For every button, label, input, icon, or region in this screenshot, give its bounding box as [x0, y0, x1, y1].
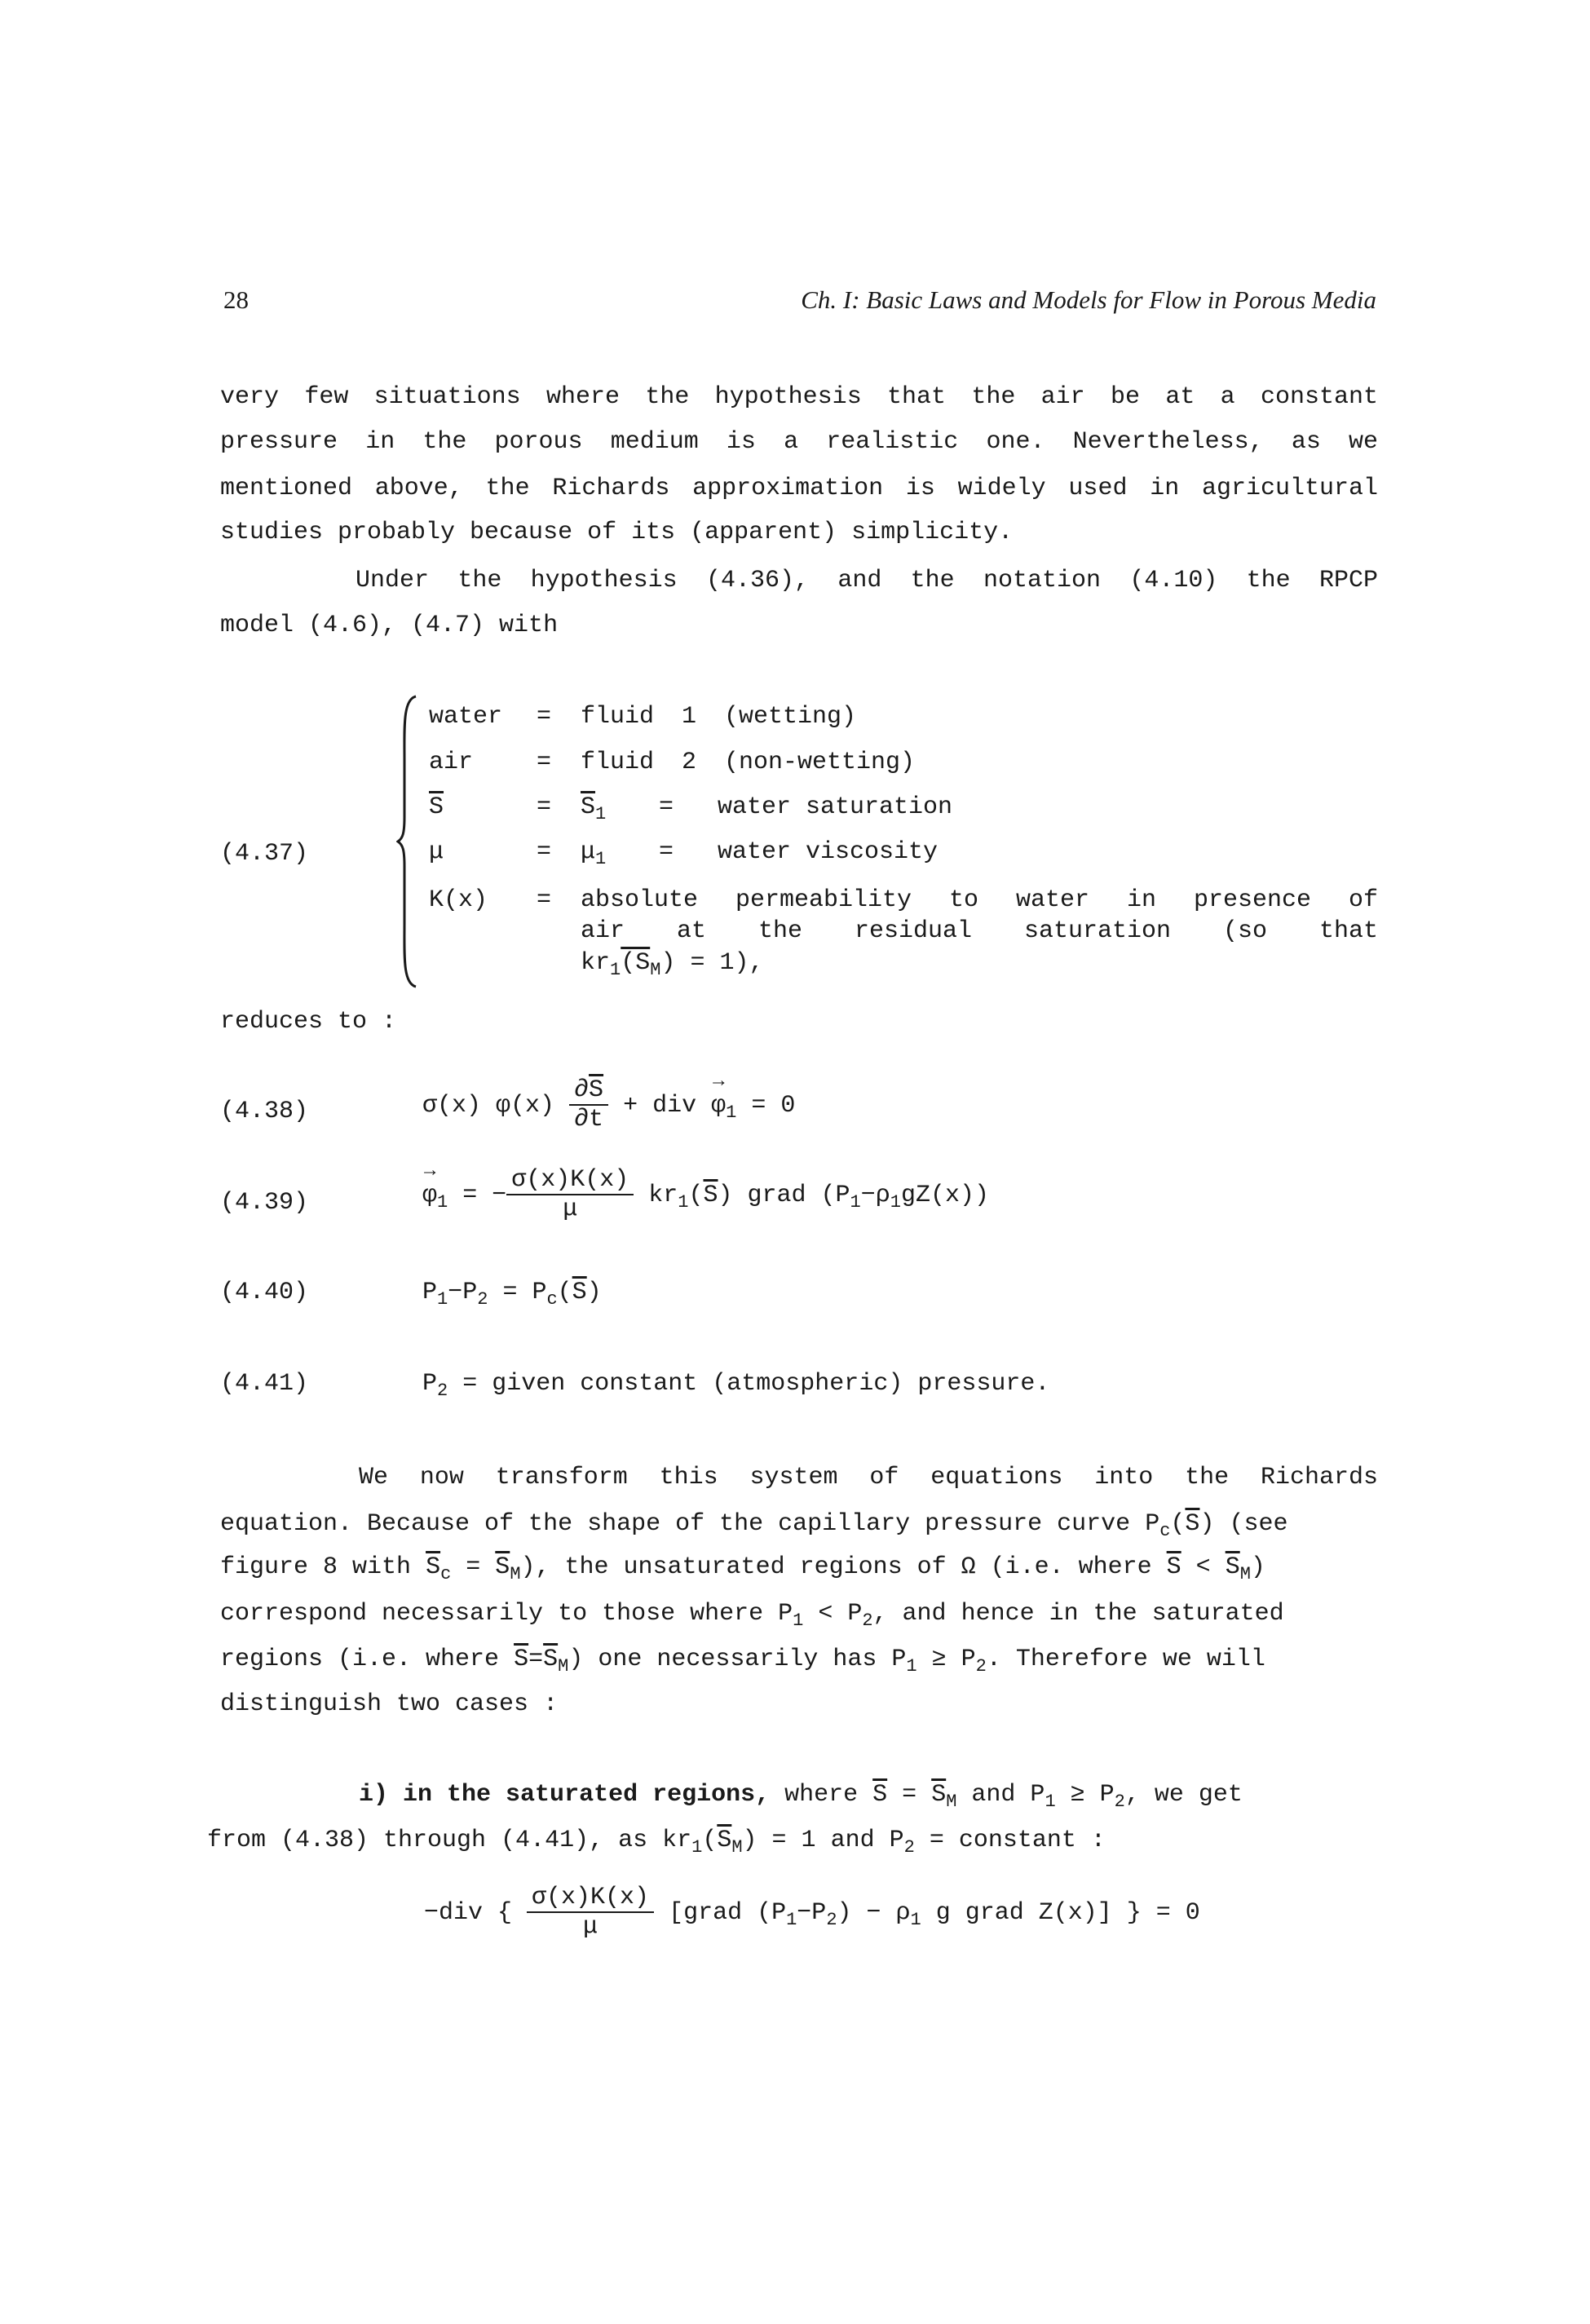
- sys-row5-rhs-line2: air at the residual saturation (so that: [581, 917, 1378, 945]
- running-title: Ch. I: Basic Laws and Models for Flow in Porous Media: [801, 285, 1376, 314]
- eq-label-437: (4.37): [220, 840, 309, 868]
- para4-line-1: i) in the saturated regions, where $\overline{S} = \overline{S}_M$ and $P_1 \ge P_2$, we get: [359, 1781, 1243, 1812]
- sys-row2-rhs: fluid 2 (non-wetting): [581, 749, 916, 776]
- para3-line-5: regions (i.e. where $\overline{S}=\overline{S}_M$) one necessarily has $P_1 \ge P_2$. Therefore we will: [220, 1646, 1265, 1677]
- sys-row4-sym: $\mu_1$: [581, 838, 607, 869]
- sys-row2-eq: =: [537, 749, 552, 776]
- sys-row4-rhs: water viscosity: [718, 838, 939, 866]
- sys-row1-rhs: fluid 1 (wetting): [581, 703, 857, 731]
- reduces-to-text: reduces to :: [220, 1008, 397, 1036]
- equation-441: $P_2$ = given constant (atmospheric) pressure.: [422, 1370, 1050, 1401]
- sys-row5-rhs-line1: absolute permeability to water in presence of: [581, 886, 1378, 914]
- sys-row3-sym: $\overline{S}_1$: [581, 793, 607, 824]
- eq-label-438: (4.38): [220, 1098, 309, 1125]
- para3-line-4: correspond necessarily to those where $P_1 < P_2$, and hence in the saturated: [220, 1600, 1284, 1631]
- left-brace-icon: [396, 695, 417, 988]
- equation-final: −div { $\frac{\sigma(x)K(x)}{\mu}$ [grad $(P_1-P_2) - \rho_1$ g grad Z(x)] } = 0: [424, 1884, 1200, 1941]
- sys-row4-eq2: =: [659, 838, 674, 866]
- sys-row5-eq: =: [537, 886, 552, 914]
- sys-row4-eq: =: [537, 838, 552, 866]
- eq-label-441: (4.41): [220, 1370, 309, 1398]
- para1-line-2: pressure in the porous medium is a realistic one. Nevertheless, as we: [220, 428, 1378, 456]
- para1-line-4: studies probably because of its (apparent) simplicity.: [220, 519, 1014, 546]
- para2-line-2: model (4.6), (4.7) with: [220, 612, 559, 639]
- para3-line-3: figure 8 with $\overline{S}_c = \overline{S}_M$), the unsaturated regions of Ω (i.e. where $\overline{S} < \overline{S}_M$): [220, 1553, 1265, 1584]
- sys-row3-lhs: $\overline{S}$: [429, 793, 444, 821]
- sys-row3-eq: =: [537, 793, 552, 821]
- sys-row1-eq: =: [537, 703, 552, 731]
- sys-row3-eq2: =: [659, 793, 674, 821]
- sys-row3-rhs: water saturation: [718, 793, 953, 821]
- sys-row2-lhs: air: [429, 749, 474, 776]
- para2-line-1: Under the hypothesis (4.36), and the notation (4.10) the RPCP: [356, 567, 1378, 594]
- page-number: 28: [223, 285, 249, 314]
- sys-row4-lhs: μ: [429, 838, 444, 866]
- para1-line-1: very few situations where the hypothesis that the air be at a constant: [220, 383, 1378, 411]
- eq-label-440: (4.40): [220, 1279, 309, 1306]
- eq-label-439: (4.39): [220, 1189, 309, 1217]
- equation-439: → $\varphi_1$ = − $\frac{\sigma(x)K(x)}{\mu}$ $kr_1(\overline{S})$ grad $(P_1-\rho_1gZ(x))$: [422, 1160, 989, 1223]
- equation-440: $P_1-P_2 = P_c(\overline{S})$: [422, 1279, 602, 1310]
- equation-438: σ(x) φ(x) $\frac{\partial\overline{S}}{\partial t}$ + div → $\varphi_1 = 0$: [422, 1070, 796, 1133]
- para3-line-2: equation. Because of the shape of the capillary pressure curve $P_c(\overline{S})$ (see: [220, 1510, 1288, 1541]
- sys-row1-lhs: water: [429, 703, 503, 731]
- sys-row5-rhs-line3: $kr_1(S_M) = 1$),: [581, 949, 764, 980]
- para4-line-2: from (4.38) through (4.41), as $kr_1(\overline{S}_M) = 1$ and $P_2$ = constant :: [207, 1827, 1106, 1858]
- para3-line-6: distinguish two cases :: [220, 1690, 559, 1718]
- para3-line-1: We now transform this system of equations into the Richards: [359, 1464, 1378, 1491]
- sys-row5-lhs: K(x): [429, 886, 488, 914]
- para1-line-3: mentioned above, the Richards approximation is widely used in agricultural: [220, 475, 1378, 502]
- equation-441-text: = given constant (atmospheric) pressure.: [462, 1370, 1050, 1398]
